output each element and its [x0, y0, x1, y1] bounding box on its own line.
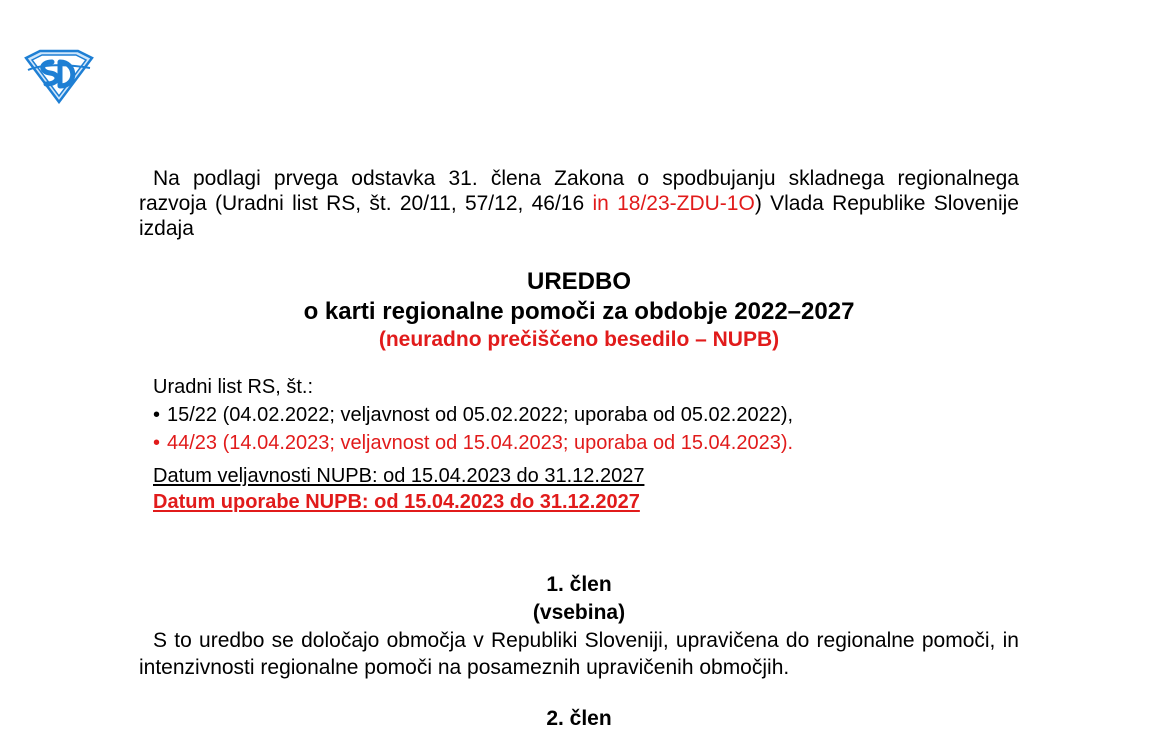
intro-text-end: ) Vlada Republike Slovenije izdaja: [139, 192, 1019, 240]
clen1-text: S to uredbo se določajo območja v Republiki Sloveniji, upravičena do regionalne pomoči, in intenzivnosti regionalne pomoči na posameznih upravičenih območjih.: [139, 629, 1019, 679]
uradni-list-item: • 15/22 (04.02.2022; veljavnost od 05.02.2022; uporaba od 05.02.2022),: [153, 401, 1019, 429]
bullet-icon: •: [153, 404, 161, 426]
intro-amendment: in 18/23-ZDU-1O: [592, 192, 755, 215]
intro-paragraph: [139, 166, 1019, 241]
uradni-list-label: Uradni list RS, št.:: [153, 376, 314, 398]
intro-text: Na podlagi prvega odstavka 31. člena Zakona o spodbujanju skladnega regionalnega razvoja (Uradni list RS, št. 20/11, 57/12, 46/16: [139, 167, 1019, 215]
clen1-subheading: (vsebina): [532, 601, 626, 624]
uradni-list-item: • 44/23 (14.04.2023; veljavnost od 15.04.2023; uporaba od 15.04.2023).: [153, 429, 1019, 457]
uradni-list: [139, 373, 1019, 457]
sd-logo-icon: [22, 48, 96, 104]
title-subtitle: o karti regionalne pomoči za obdobje 2022–2027: [303, 298, 855, 325]
document-page: [139, 166, 1019, 733]
date-uporaba: Datum uporabe NUPB: od 15.04.2023 do 31.12.2027: [153, 491, 640, 513]
title-note: (neuradno prečiščeno besedilo – NUPB): [378, 328, 780, 351]
clen2-heading: 2. člen: [546, 707, 612, 730]
title-main: UREDBO: [526, 268, 631, 295]
date-veljavnost: Datum veljavnosti NUPB: od 15.04.2023 do 31.12.2027: [153, 465, 645, 487]
nupb-dates: [139, 463, 1019, 515]
clen1-heading: 1. člen (vsebina): [139, 571, 1019, 627]
bullet-icon: •: [153, 432, 161, 454]
document-title: [139, 267, 1019, 353]
